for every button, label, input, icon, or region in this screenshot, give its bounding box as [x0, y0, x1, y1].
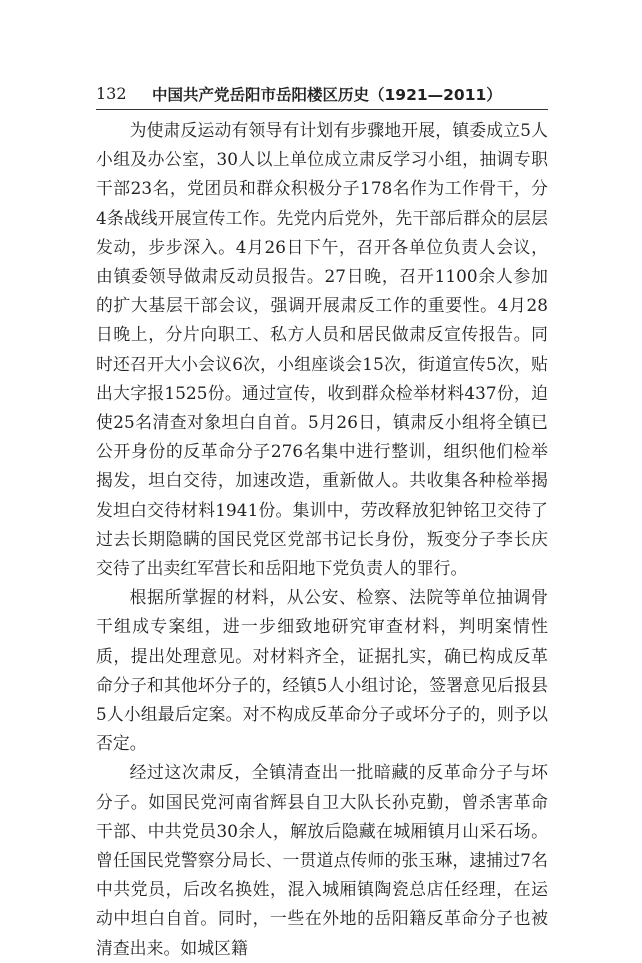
paragraph-2: 根据所掌握的材料，从公安、检察、法院等单位抽调骨干组成专案组，进一步细致地研究审查材料，判明案情性质，提出处理意见。对材料齐全，证据扎实，确已构成反革命分子和其他坏分子的，经镇5人小组讨论，签署意见后报县5人小组最后定案。对不构成反革命分子或坏分子的，则予以否定。 — [96, 587, 548, 754]
running-title: 中国共产党岳阳市岳阳楼区历史（1921—2011） — [152, 86, 502, 104]
page-number: 132 — [96, 84, 127, 103]
header-rule — [96, 109, 548, 110]
paragraph-1: 为使肃反运动有领导有计划有步骤地开展，镇委成立5人小组及办公室，30人以上单位成立肃反学习小组，抽调专职干部23名，党团员和群众积极分子178名作为工作骨干，分4条战线开展宣传工作。先党内后党外，先干部后群众的层层发动，步步深入。4月26日下午，召开各单位负责人会议，由镇委领导做肃反动员报告。27日晚，召开1100余人参加的扩大基层干部会议，强调开展肃反工作的重要性。4月28日晚上，分片向职工、私方人员和居民做肃反宣传报告。同时还召开大小会议6次，小组座谈会15次，街道宣传5次，贴出大字报1525份。通过宣传，收到群众检举材料437份，迫使25名清查对象坦白自首。5月26日，镇肃反小组将全镇已公开身份的反革命分子276名集中进行整训，组织他们检举揭发，坦白交待，加速改造，重新做人。共收集各种检举揭发坦白交待材料1941份。集训中，劳改释放犯钟铭卫交待了过去长期隐瞒的国民党区党部书记长身份，叛变分子李长庆交待了出卖红军营长和岳阳地下党负责人的罪行。 — [96, 120, 548, 579]
body-text — [96, 116, 548, 963]
page-header — [96, 80, 548, 108]
paragraph-3: 经过这次肃反，全镇清查出一批暗藏的反革命分子与坏分子。如国民党河南省辉县自卫大队长孙克勤，曾杀害革命干部、中共党员30余人，解放后隐藏在城厢镇月山采石场。曾任国民党警察分局长、一贯道点传师的张玉琳，逮捕过7名中共党员，后改名换姓，混入城厢镇陶瓷总店任经理，在运动中坦白自首。同时，一些在外地的岳阳籍反革命分子也被清查出来。如城区籍 — [96, 762, 548, 958]
